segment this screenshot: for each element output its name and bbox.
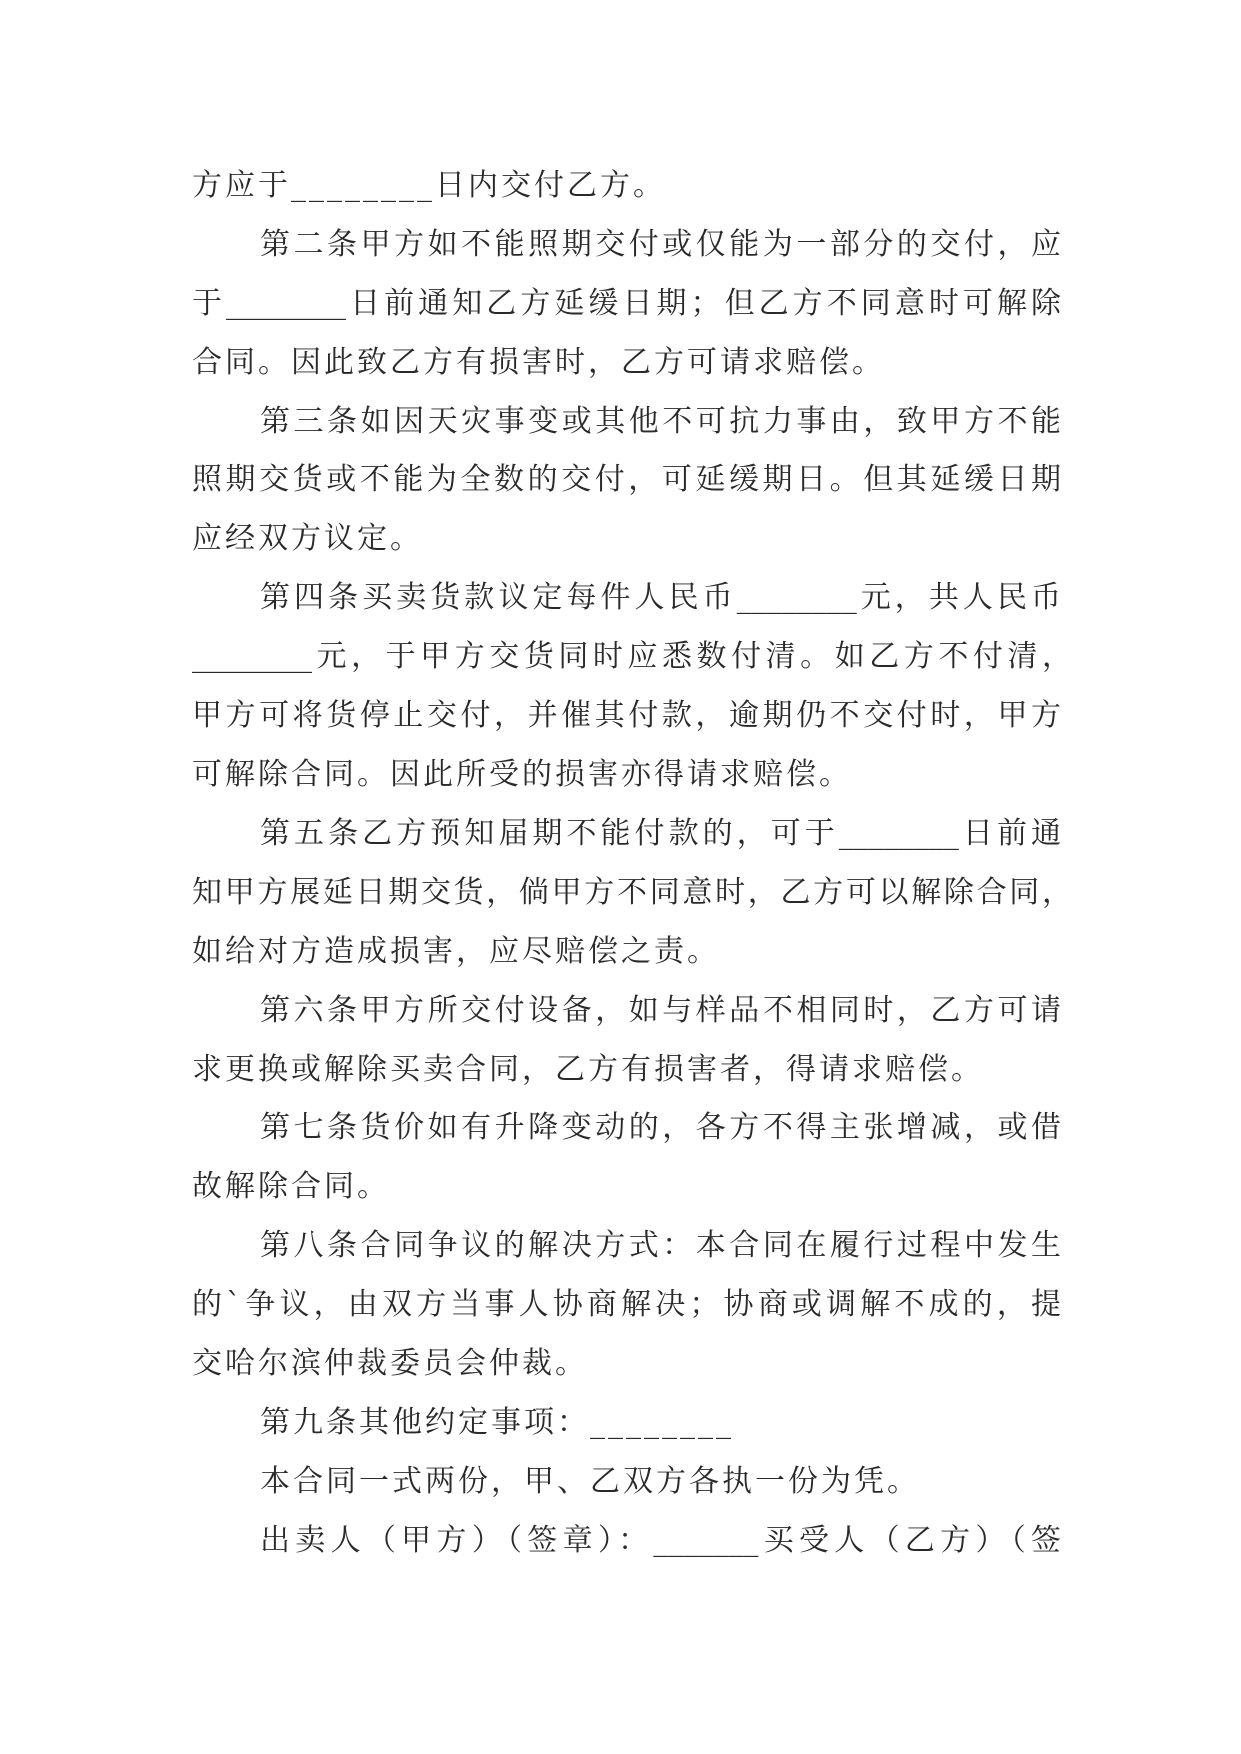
article-3-line: 照期交货或不能为全数的交付，可延缓期日。但其延缓日期 <box>192 462 1061 497</box>
article-9-line: 第九条其他约定事项：________ <box>260 1405 734 1440</box>
article-3-line: 第三条如因天灾事变或其他不可抗力事由，致甲方不能 <box>260 404 1061 439</box>
article-8-line: 交哈尔滨仲裁委员会仲裁。 <box>192 1346 588 1381</box>
article-4-line: 第四条买卖货款议定每件人民币________元，共人民币 <box>260 580 1061 615</box>
article-5-line: 知甲方展延日期交货，倘甲方不同意时，乙方可以解除合同， <box>192 875 1072 910</box>
article-7-line: 第七条货价如有升降变动的，各方不得主张增减，或借 <box>260 1110 1061 1145</box>
article-8-line: 的`争议，由双方当事人协商解决；协商或调解不成的，提 <box>192 1287 1061 1322</box>
article-5-line: 第五条乙方预知届期不能付款的，可于________日前通 <box>260 816 1061 851</box>
article-4-line: 可解除合同。因此所受的损害亦得请求赔偿。 <box>192 757 852 792</box>
article-4-line: ________元，于甲方交货同时应悉数付清。如乙方不付清， <box>192 639 1072 674</box>
article-6-line: 求更换或解除买卖合同，乙方有损害者，得请求赔偿。 <box>192 1052 984 1087</box>
article-2-line: 第二条甲方如不能照期交付或仅能为一部分的交付，应 <box>260 227 1061 262</box>
article-6-line: 第六条甲方所交付设备，如与样品不相同时，乙方可请 <box>260 993 1061 1028</box>
article-2-line: 合同。因此致乙方有损害时，乙方可请求赔偿。 <box>192 345 885 380</box>
article-8-line: 第八条合同争议的解决方式：本合同在履行过程中发生 <box>260 1228 1061 1263</box>
contract-text-line: 方应于________日内交付乙方。 <box>192 168 666 203</box>
article-7-line: 故解除合同。 <box>192 1169 390 1204</box>
article-2-line: 于________日前通知乙方延缓日期；但乙方不同意时可解除 <box>192 286 1061 321</box>
signature-line: 出卖人（甲方）（签章）：_______买受人（乙方）（签 <box>260 1523 1061 1558</box>
copies-statement: 本合同一式两份，甲、乙双方各执一份为凭。 <box>260 1464 920 1499</box>
article-5-line: 如给对方造成损害，应尽赔偿之责。 <box>192 934 720 969</box>
article-4-line: 甲方可将货停止交付，并催其付款，逾期仍不交付时，甲方 <box>192 698 1061 733</box>
article-3-line: 应经双方议定。 <box>192 521 423 556</box>
